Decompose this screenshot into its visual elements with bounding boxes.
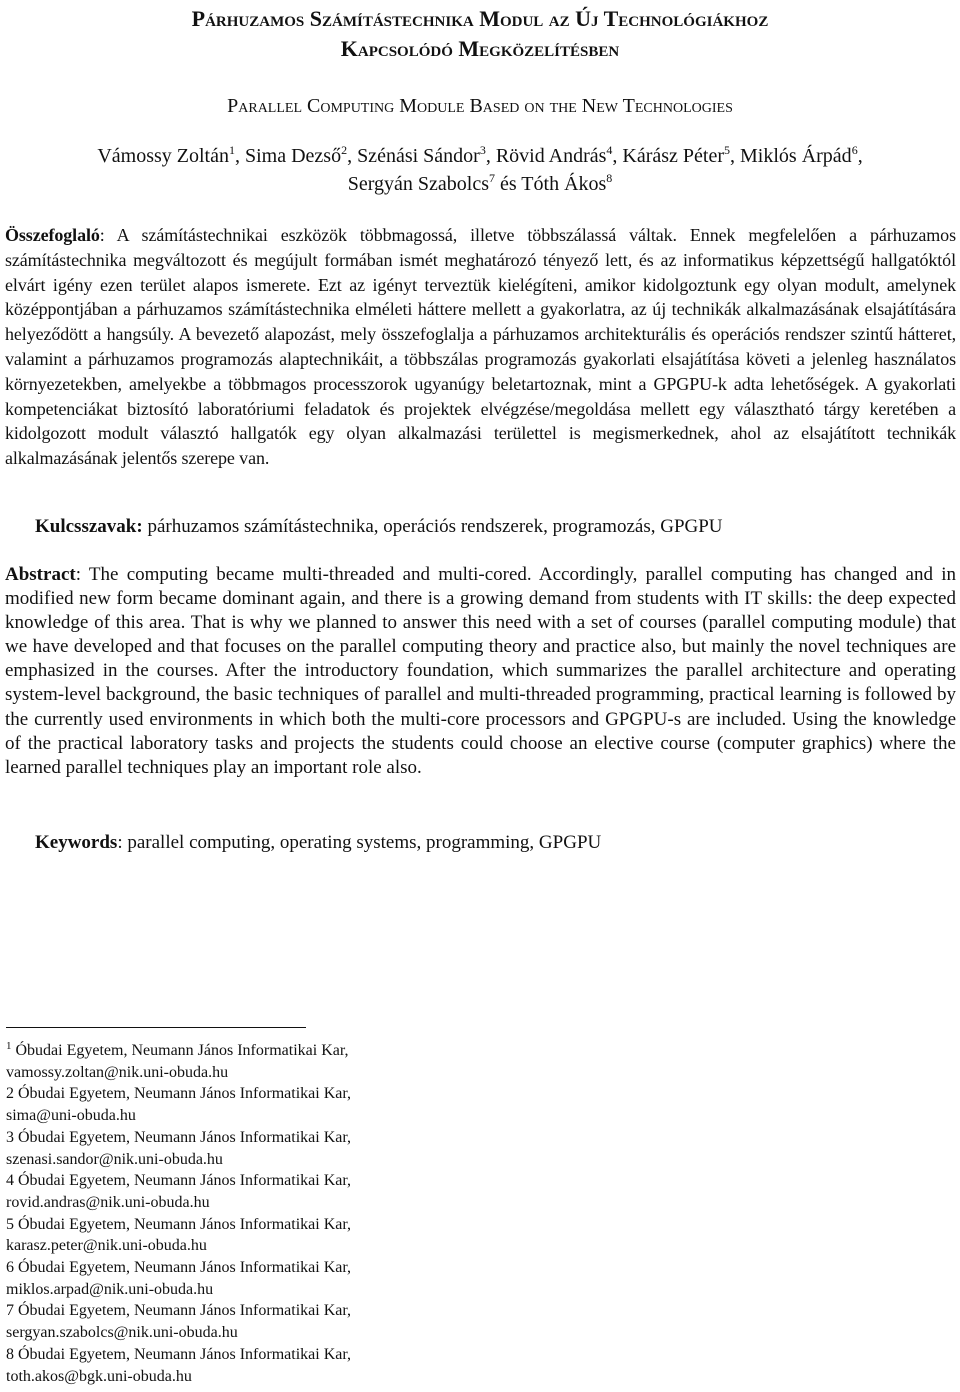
footnote-affiliation: Óbudai Egyetem, Neumann János Informatikai Kar, [18,1085,352,1103]
footnote-email: szenasi.sandor@nik.uni-obuda.hu [6,1150,223,1168]
footnote-email: vamossy.zoltan@nik.uni-obuda.hu [6,1063,229,1081]
author-separator: , [612,145,623,167]
footnote-email: miklos.arpad@nik.uni-obuda.hu [6,1280,214,1298]
hungarian-keywords-text: párhuzamos számítástechnika, operációs rendszerek, programozás, GPGPU [142,516,723,537]
author-name: Miklós Árpád [740,145,852,167]
author-separator: , [347,145,358,167]
hungarian-abstract-label: Összefoglaló [5,225,100,245]
author-affiliation-mark: 4 [606,143,613,157]
author-affiliation-mark: 3 [479,143,486,157]
author-separator: és [494,173,522,195]
footnote-number: 2 [6,1085,14,1103]
footnote-number: 5 [6,1215,14,1233]
paper-subtitle: Parallel Computing Module Based on the New Technologies [227,95,733,117]
author-name: Tóth Ákos [521,173,607,195]
author-list-line-2 [0,170,960,198]
author-affiliation-mark: 6 [851,143,858,157]
footnote-5 [6,1214,446,1257]
hungarian-abstract [5,223,956,471]
footnote-affiliation: Óbudai Egyetem, Neumann János Informatikai Kar, [18,1259,352,1277]
footnote-8 [6,1344,446,1387]
footnote-email: toth.akos@bgk.uni-obuda.hu [6,1367,192,1385]
footnote-email: sima@uni-obuda.hu [6,1107,136,1125]
footnote-number: 4 [6,1172,14,1190]
author-separator: , [857,145,863,167]
footnote-number: 7 [6,1302,14,1320]
footnote-2 [6,1083,446,1126]
footnote-4 [6,1170,446,1213]
footnote-1 [6,1040,446,1083]
footnote-affiliation: Óbudai Egyetem, Neumann János Informatikai Kar, [18,1128,352,1146]
author-name: Vámossy Zoltán [97,145,229,167]
author-name: Sima Dezső [244,145,342,167]
footnote-email: rovid.andras@nik.uni-obuda.hu [6,1193,210,1211]
footnote-divider [6,1027,306,1028]
hungarian-abstract-text: : A számítástechnikai eszközök többmagossá, illetve többszálassá váltak. Ennek megfelelően a párhuzamos számítástechnika megváltozott és megújult formában ismét meghatározó tényező lett, és az informatikus képzettségű hallgatóktól elvárt igény ezen terület alapos ismerete. Ezt az igényt terveztük kielégíteni, amikor kidolgoztunk egy olyan modult, amelynek középpontjában a párhuzamos számítástechnika elméleti háttere mellett a gyakorlatra, az új technikák alkalmazásának elsajátítására helyeződött a hangsúly. A bevezető alapozást, mely összefoglalja a párhuzamos architekturális és operációs rendszer szintű hátteret, valamint a párhuzamos programozás alaptechnikáit, a többszálas programozás gyakorlati elsajátítása követi a jelenleg használatos környezetekben, amelyekbe a többmagos processzorok ugyanúgy beletartoznak, mint a GPGPU-k adta lehetőségek. A gyakorlati kompetenciákat biztosító laboratóriumi feladatok és projektek elvégzése/megoldása mellett egy választható tárgy keretében a kidolgozott modult választó hallgatók egy olyan alkalmazási területtel is megismerkednek, ahol az elsajátított technikák alkalmazásának jelentős szerepe van. [5,225,956,469]
author-affiliation-mark: 8 [606,171,613,185]
author-name: Sergyán Szabolcs [347,173,489,195]
english-abstract-label: Abstract [5,564,76,585]
english-abstract [5,563,956,780]
footnote-email: karasz.peter@nik.uni-obuda.hu [6,1237,207,1255]
footnote-7 [6,1300,446,1343]
english-keywords-text: : parallel computing, operating systems, programming, GPGPU [117,832,602,853]
english-abstract-text: : The computing became multi-threaded and multi-cored. Accordingly, parallel computing has changed and in modified new form became dominant again, and there is a growing demand from students with IT skills: the deep expected knowledge of this area. That is why we planned to answer this need with a set of courses (parallel computing module) that we have developed and that focuses on the parallel computing theory and practice also, but mainly the novel techniques are emphasized in the courses. After the introductory foundation, which summarizes the parallel architecture and operating system-level background, the basic techniques of parallel and multi-threaded programming, practical learning is followed by the currently used environments in which both the multi-core processors and GPGPU-s are included. Using the knowledge of the practical laboratory tasks and projects the students could choose an elective course (computer graphics) where the learned parallel techniques play an important role also. [5,564,956,778]
footnote-number: 3 [6,1128,14,1146]
author-list-line-1 [0,142,960,170]
footnote-affiliation: Óbudai Egyetem, Neumann János Informatikai Kar, [18,1215,352,1233]
author-separator: , [234,145,245,167]
footnote-number: 6 [6,1259,14,1277]
footnote-affiliation: Óbudai Egyetem, Neumann János Informatikai Kar, [15,1042,349,1059]
footnote-affiliation: Óbudai Egyetem, Neumann János Informatikai Kar, [18,1302,352,1320]
footnote-affiliation: Óbudai Egyetem, Neumann János Informatikai Kar, [18,1172,352,1190]
paper-title-line-2: Kapcsolódó Megközelítésben [340,36,620,61]
author-affiliation-mark: 1 [228,143,235,157]
footnote-email: sergyan.szabolcs@nik.uni-obuda.hu [6,1324,238,1342]
footnote-affiliation: Óbudai Egyetem, Neumann János Informatikai Kar, [18,1345,352,1363]
author-affiliation-mark: 7 [488,171,495,185]
author-separator: , [485,145,496,167]
english-keywords [35,830,935,856]
footnotes [6,1040,446,1387]
footnote-number: 8 [6,1345,14,1363]
author-name: Kárász Péter [622,145,725,167]
footnote-6 [6,1257,446,1300]
paper-title-line-1: Párhuzamos Számítástechnika Modul az Új Technológiákhoz [191,6,769,31]
english-keywords-label: Keywords [35,832,118,853]
author-affiliation-mark: 2 [341,143,348,157]
footnote-number: 1 [6,1040,12,1052]
hungarian-keywords [35,514,935,540]
footnote-3 [6,1127,446,1170]
author-separator: , [730,145,741,167]
author-name: Szénási Sándor [357,145,480,167]
author-affiliation-mark: 5 [724,143,731,157]
author-name: Rövid András [495,145,607,167]
hungarian-keywords-label: Kulcsszavak: [35,516,143,537]
